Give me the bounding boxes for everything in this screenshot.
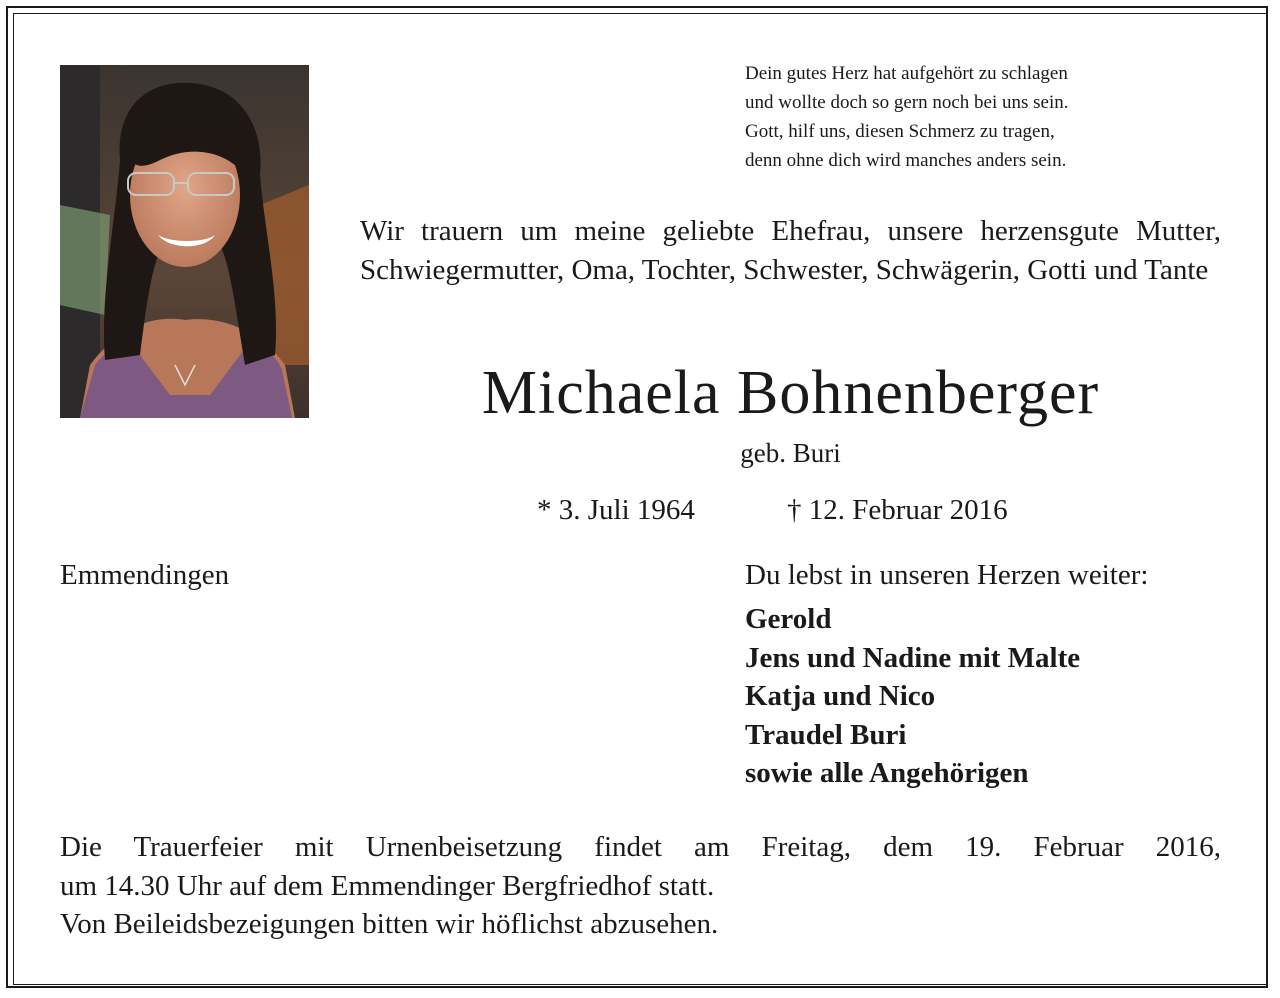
deceased-name: Michaela Bohnenberger — [481, 359, 1100, 427]
poem-line: denn ohne dich wird manches anders sein. — [745, 150, 1067, 171]
mourner-name: sowie alle Angehörigen — [745, 757, 1029, 789]
memorial-poem — [745, 59, 1215, 175]
poem-line: Dein gutes Herz hat aufgehört zu schlagen — [745, 63, 1068, 84]
poem-line: und wollte doch so gern noch bei uns sein. — [745, 92, 1069, 113]
mourner-name: Katja und Nico — [745, 680, 936, 712]
funeral-line: um 14.30 Uhr auf dem Emmendinger Bergfriedhof statt. — [60, 869, 715, 902]
mourner-name: Gerold — [745, 603, 832, 635]
mourner-name: Jens und Nadine mit Malte — [745, 641, 1081, 674]
mourners-heading: Du lebst in unseren Herzen weiter: — [745, 559, 1149, 591]
mourners-list — [745, 600, 1225, 793]
portrait-illustration — [60, 65, 309, 418]
funeral-line: Von Beileidsbezeigungen bitten wir höflichst abzusehen. — [60, 908, 719, 940]
portrait-photo — [60, 65, 309, 418]
death-date: † 12. Februar 2016 — [787, 494, 1008, 526]
funeral-notice — [60, 828, 1221, 944]
maiden-name: geb. Buri — [740, 438, 841, 468]
mourning-statement: Wir trauern um meine geliebte Ehefrau, unsere herzensgute Mutter, Schwiegermutter, Oma, Tochter, Schwester, Schwägerin, Gotti und Tante — [360, 215, 1221, 286]
poem-line: Gott, hilf uns, diesen Schmerz zu tragen, — [745, 121, 1055, 142]
place-name: Emmendingen — [60, 559, 230, 591]
mourner-name: Traudel Buri — [745, 718, 907, 751]
birth-date: * 3. Juli 1964 — [537, 494, 695, 526]
funeral-line: Die Trauerfeier mit Urnenbeisetzung findet am Freitag, dem 19. Februar 2016, — [60, 831, 1221, 863]
